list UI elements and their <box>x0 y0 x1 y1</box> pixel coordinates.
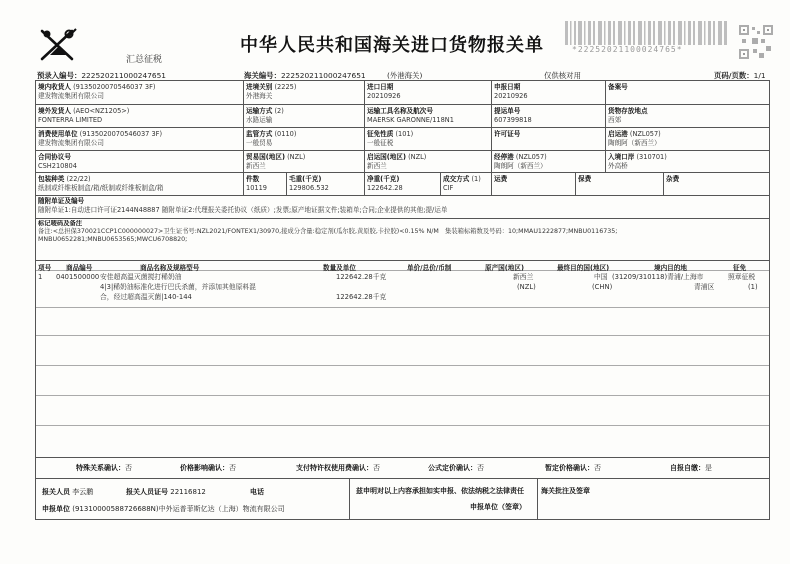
transit-port-value: 陶朗阿（新西兰） <box>494 161 547 170</box>
preentry-label: 预录入编号： <box>37 71 82 80</box>
transport-mode-field <box>246 107 284 124</box>
marks-remarks-field <box>38 220 768 245</box>
consignee-label: 境内收货人 <box>38 83 71 91</box>
import-date-value: 20210926 <box>367 91 401 100</box>
supervision-field <box>246 130 296 147</box>
levy-code: (101) <box>395 130 414 138</box>
record-no-label: 备案号 <box>608 83 628 91</box>
origin-country-code: (NZL) <box>408 153 427 161</box>
pieces-field <box>246 175 267 192</box>
pieces-value: 10119 <box>246 183 267 192</box>
transit-port-label: 经停港 <box>494 153 514 161</box>
origin-country-label: 启运国(地区) <box>367 153 406 161</box>
depart-port-label: 启运港 <box>608 130 628 138</box>
trade-country-label: 贸易国(地区) <box>246 153 285 161</box>
special-relation-value: 否 <box>125 464 132 472</box>
depart-port-field <box>608 130 661 147</box>
declaration-statement <box>356 486 524 496</box>
license-label: 许可证号 <box>494 130 521 138</box>
vessel-value: MAERSK GARONNE/118N1 <box>367 115 454 124</box>
declare-date-label: 申报日期 <box>494 83 521 91</box>
goods-origin-line-1: 新西兰 <box>513 273 534 281</box>
goods-header-domestic: 境内目的地 <box>654 264 687 272</box>
print-note: 仅供核对用 <box>544 71 581 80</box>
declaring-unit-label: 申报单位 <box>42 505 70 513</box>
consignee-field <box>38 83 155 100</box>
customs-approval-field <box>541 486 590 496</box>
transit-port-field <box>494 153 547 170</box>
document-title: 中华人民共和国海关进口货物报关单 <box>240 35 544 56</box>
depart-port-code: (NZL057) <box>629 130 661 138</box>
package-code: (22/22) <box>66 175 91 183</box>
barcode-number: *22252021100024765* <box>572 45 683 54</box>
goods-levy-line-2: (1) <box>748 283 758 291</box>
goods-header-qty: 数量及单位 <box>323 264 356 272</box>
pieces-label: 件数 <box>246 175 260 183</box>
declarer-label: 报关人员 <box>42 488 70 496</box>
docs-value: 随附单证1:自动进口许可证2144N48887 随附单证2:代理报关委托协议（纸质）;发票;原产地证据文件;装箱单;合同;企业提供的其他;提/运单 <box>38 205 448 214</box>
summary-tax-label: 汇总征税 <box>126 55 163 65</box>
self-pay-label: 自报自缴： <box>670 464 705 472</box>
import-date-label: 进口日期 <box>367 83 394 91</box>
formula-pricing-value: 否 <box>477 464 484 472</box>
vessel-field <box>367 107 454 124</box>
unit-seal-label: 申报单位（签章） <box>470 503 526 511</box>
consignee-name: 建发物流集团有限公司 <box>38 91 104 100</box>
license-field <box>494 130 520 139</box>
supervision-label: 监管方式 <box>246 130 273 138</box>
deal-label: 成交方式 <box>443 175 470 183</box>
package-label: 包装种类 <box>38 175 65 183</box>
preentry-value: 222520211000247651 <box>81 71 166 80</box>
gross-value: 129806.532 <box>289 183 329 192</box>
price-impact-label: 价格影响确认： <box>180 464 229 472</box>
qr-code-image <box>738 24 774 60</box>
declare-date-field <box>494 83 528 100</box>
trade-country-field <box>246 153 305 170</box>
misc-fee-field <box>666 175 679 184</box>
declare-date-value: 20210926 <box>494 91 528 100</box>
goods-qty-line-2: 122642.28千克 <box>336 293 387 301</box>
net-value: 122642.28 <box>367 183 403 192</box>
supervision-value: 一般贸易 <box>246 138 273 147</box>
net-weight-field <box>367 175 403 192</box>
bl-label: 提运单号 <box>494 107 521 115</box>
transit-port-code: (NZL057) <box>515 153 547 161</box>
docs-label: 随附单证及编号 <box>38 197 85 205</box>
customs-office: (外港海关) <box>387 71 423 80</box>
self-pay-value: 是 <box>705 464 712 472</box>
special-relation-label: 特殊关系确认： <box>76 464 125 472</box>
consumer-field <box>38 130 162 147</box>
provisional-price-value: 否 <box>594 464 601 472</box>
insurance-label: 保费 <box>578 175 592 183</box>
entry-customs-code: (2225) <box>274 83 297 91</box>
overseas-shipper-code: (AEO<NZ1205>) <box>73 107 130 115</box>
overseas-shipper-label: 境外发货人 <box>38 107 71 115</box>
origin-country-field <box>367 153 426 170</box>
transport-mode-code: (2) <box>274 107 284 115</box>
insurance-field <box>578 175 591 184</box>
storage-field <box>608 107 648 124</box>
bl-value: 607399818 <box>494 115 532 124</box>
storage-value: 西郊 <box>608 115 622 124</box>
deal-code: (1) <box>471 175 481 183</box>
levy-value: 一般征税 <box>367 138 394 147</box>
package-field <box>38 175 242 192</box>
customs-no-value: 222520211000247651 <box>280 71 366 80</box>
contract-value: CSH210804 <box>38 161 77 170</box>
royalty-value: 否 <box>373 464 380 472</box>
formula-pricing-label: 公式定价确认： <box>428 464 477 472</box>
goods-header-origin: 原产国(地区) <box>485 264 524 272</box>
levy-field <box>367 130 413 147</box>
goods-domestic-line-2: 青浦区 <box>694 283 715 291</box>
origin-country-value: 新西兰 <box>367 161 387 170</box>
goods-header-code: 商品编号 <box>66 264 93 272</box>
entry-customs-label: 进境关别 <box>246 83 273 91</box>
phone-label: 电话 <box>250 488 264 496</box>
declarer-cert-field <box>126 487 206 497</box>
price-impact-value: 否 <box>229 464 236 472</box>
provisional-price-confirm <box>545 463 601 473</box>
customs-approval-label: 海关批注及签章 <box>541 487 590 495</box>
bill-of-lading-field <box>494 107 532 124</box>
page-label: 页码/页数： <box>714 71 754 80</box>
transport-mode-value: 水路运输 <box>246 115 273 124</box>
unit-seal-field <box>470 502 526 512</box>
trade-country-code: (NZL) <box>287 153 306 161</box>
goods-header-levy: 征免 <box>733 264 747 272</box>
consumer-label: 消费使用单位 <box>38 130 78 138</box>
gross-weight-field <box>289 175 329 192</box>
goods-qty-line-1: 122642.28千克 <box>336 273 387 281</box>
goods-seq: 1 <box>38 273 43 281</box>
goods-domestic-line-1: (31209/310118)青浦/上海市 <box>612 273 704 281</box>
consumer-name: 建发物流集团有限公司 <box>38 138 104 147</box>
phone-field <box>250 487 264 497</box>
consignee-code: (9135020070546037 3F) <box>73 83 156 91</box>
depart-port-value: 陶朗阿（新西兰） <box>608 138 661 147</box>
contract-field <box>38 153 77 170</box>
page-value: 1/1 <box>753 71 766 80</box>
marks-line-2: MNBU0652281;MNBU0653565;MWCU6708820; <box>38 236 188 244</box>
goods-header-name: 商品名称及规格型号 <box>140 264 200 272</box>
goods-dest-line-1: 中国 <box>594 273 608 281</box>
freight-field <box>494 175 507 184</box>
freight-label: 运费 <box>494 175 508 183</box>
goods-dest-line-2: (CHN) <box>592 283 613 291</box>
levy-label: 征免性质 <box>367 130 394 138</box>
goods-header-dest: 最终目的国(地区) <box>557 264 610 272</box>
marks-label: 标记唛码及备注 <box>38 220 83 227</box>
declarer-field <box>42 487 93 497</box>
declarer-value: 李云鹏 <box>72 488 94 496</box>
entry-port-value: 外高桥 <box>608 161 628 170</box>
entry-port-label: 入境口岸 <box>608 153 635 161</box>
marks-line-1: 备注:<总担保370021CCP1C000000027>卫生证书号:NZL2021/FONTEX1/30970,接成分含量:稳定剂(瓜尔胶,黄原胶,卡拉胶)<0.15% N/M 集装箱标箱数及号码：10;MMAU1222877;MNBU0116735; <box>38 228 618 236</box>
record-no-field <box>608 83 628 92</box>
misc-label: 杂费 <box>666 175 680 183</box>
royalty-label: 支付特许权使用费确认： <box>296 464 373 472</box>
declaring-unit-value: (91310000588726688N)中外运普菲斯亿达（上海）物流有限公司 <box>72 505 285 513</box>
transport-mode-label: 运输方式 <box>246 107 273 115</box>
entry-customs-field <box>246 83 296 100</box>
gross-label: 毛重(千克) <box>289 175 322 183</box>
attached-docs-field <box>38 197 447 214</box>
deal-mode-field <box>443 175 481 192</box>
goods-levy-line-1: 照章征税 <box>728 273 756 281</box>
declarer-cert-value: 22116812 <box>170 488 206 496</box>
overseas-shipper-name: FONTERRA LIMITED <box>38 115 103 124</box>
entry-port-field <box>608 153 667 170</box>
royalty-confirm <box>296 463 380 473</box>
deal-value: CIF <box>443 183 454 192</box>
storage-label: 货物存放地点 <box>608 107 648 115</box>
special-relation-confirm <box>76 463 132 473</box>
net-label: 净重(千克) <box>367 175 400 183</box>
goods-name-line-1: 安佳超高温灭菌搅打稀奶油 <box>100 273 182 281</box>
customs-emblem-icon <box>36 25 80 63</box>
entry-port-code: (310701) <box>636 153 667 161</box>
declaration-statement-text: 兹申明对以上内容承担如实申报、依法纳税之法律责任 <box>356 487 524 495</box>
declarer-cert-label: 报关人员证号 <box>126 488 168 496</box>
goods-origin-line-2: (NZL) <box>517 283 536 291</box>
goods-name-line-2: 4|3|稀奶油标准化进行巴氏杀菌，并添加其他原料混 <box>100 283 256 291</box>
package-value: 纸制或纤维板制盒/箱/纸制或纤维板制盒/箱 <box>38 183 164 192</box>
self-pay-confirm <box>670 463 712 473</box>
overseas-shipper-field <box>38 107 129 124</box>
goods-header-price: 单价/总价/币制 <box>407 264 452 272</box>
vessel-label: 运输工具名称及航次号 <box>367 107 433 115</box>
provisional-price-label: 暂定价格确认： <box>545 464 594 472</box>
goods-name-line-3: 合，经过超高温灭菌|140-144 <box>100 293 192 301</box>
goods-header-seq: 项号 <box>38 264 52 272</box>
contract-label: 合同协议号 <box>38 153 71 161</box>
goods-code: 0401500000 <box>56 273 100 281</box>
formula-pricing-confirm <box>428 463 484 473</box>
declaring-unit-field <box>42 504 285 514</box>
consumer-code: (9135020070546037 3F) <box>79 130 163 138</box>
supervision-code: (0110) <box>274 130 297 138</box>
trade-country-value: 新西兰 <box>246 161 266 170</box>
customs-no-label: 海关编号： <box>244 71 281 80</box>
entry-customs-value: 外港海关 <box>246 91 273 100</box>
import-date-field <box>367 83 401 100</box>
price-impact-confirm <box>180 463 236 473</box>
